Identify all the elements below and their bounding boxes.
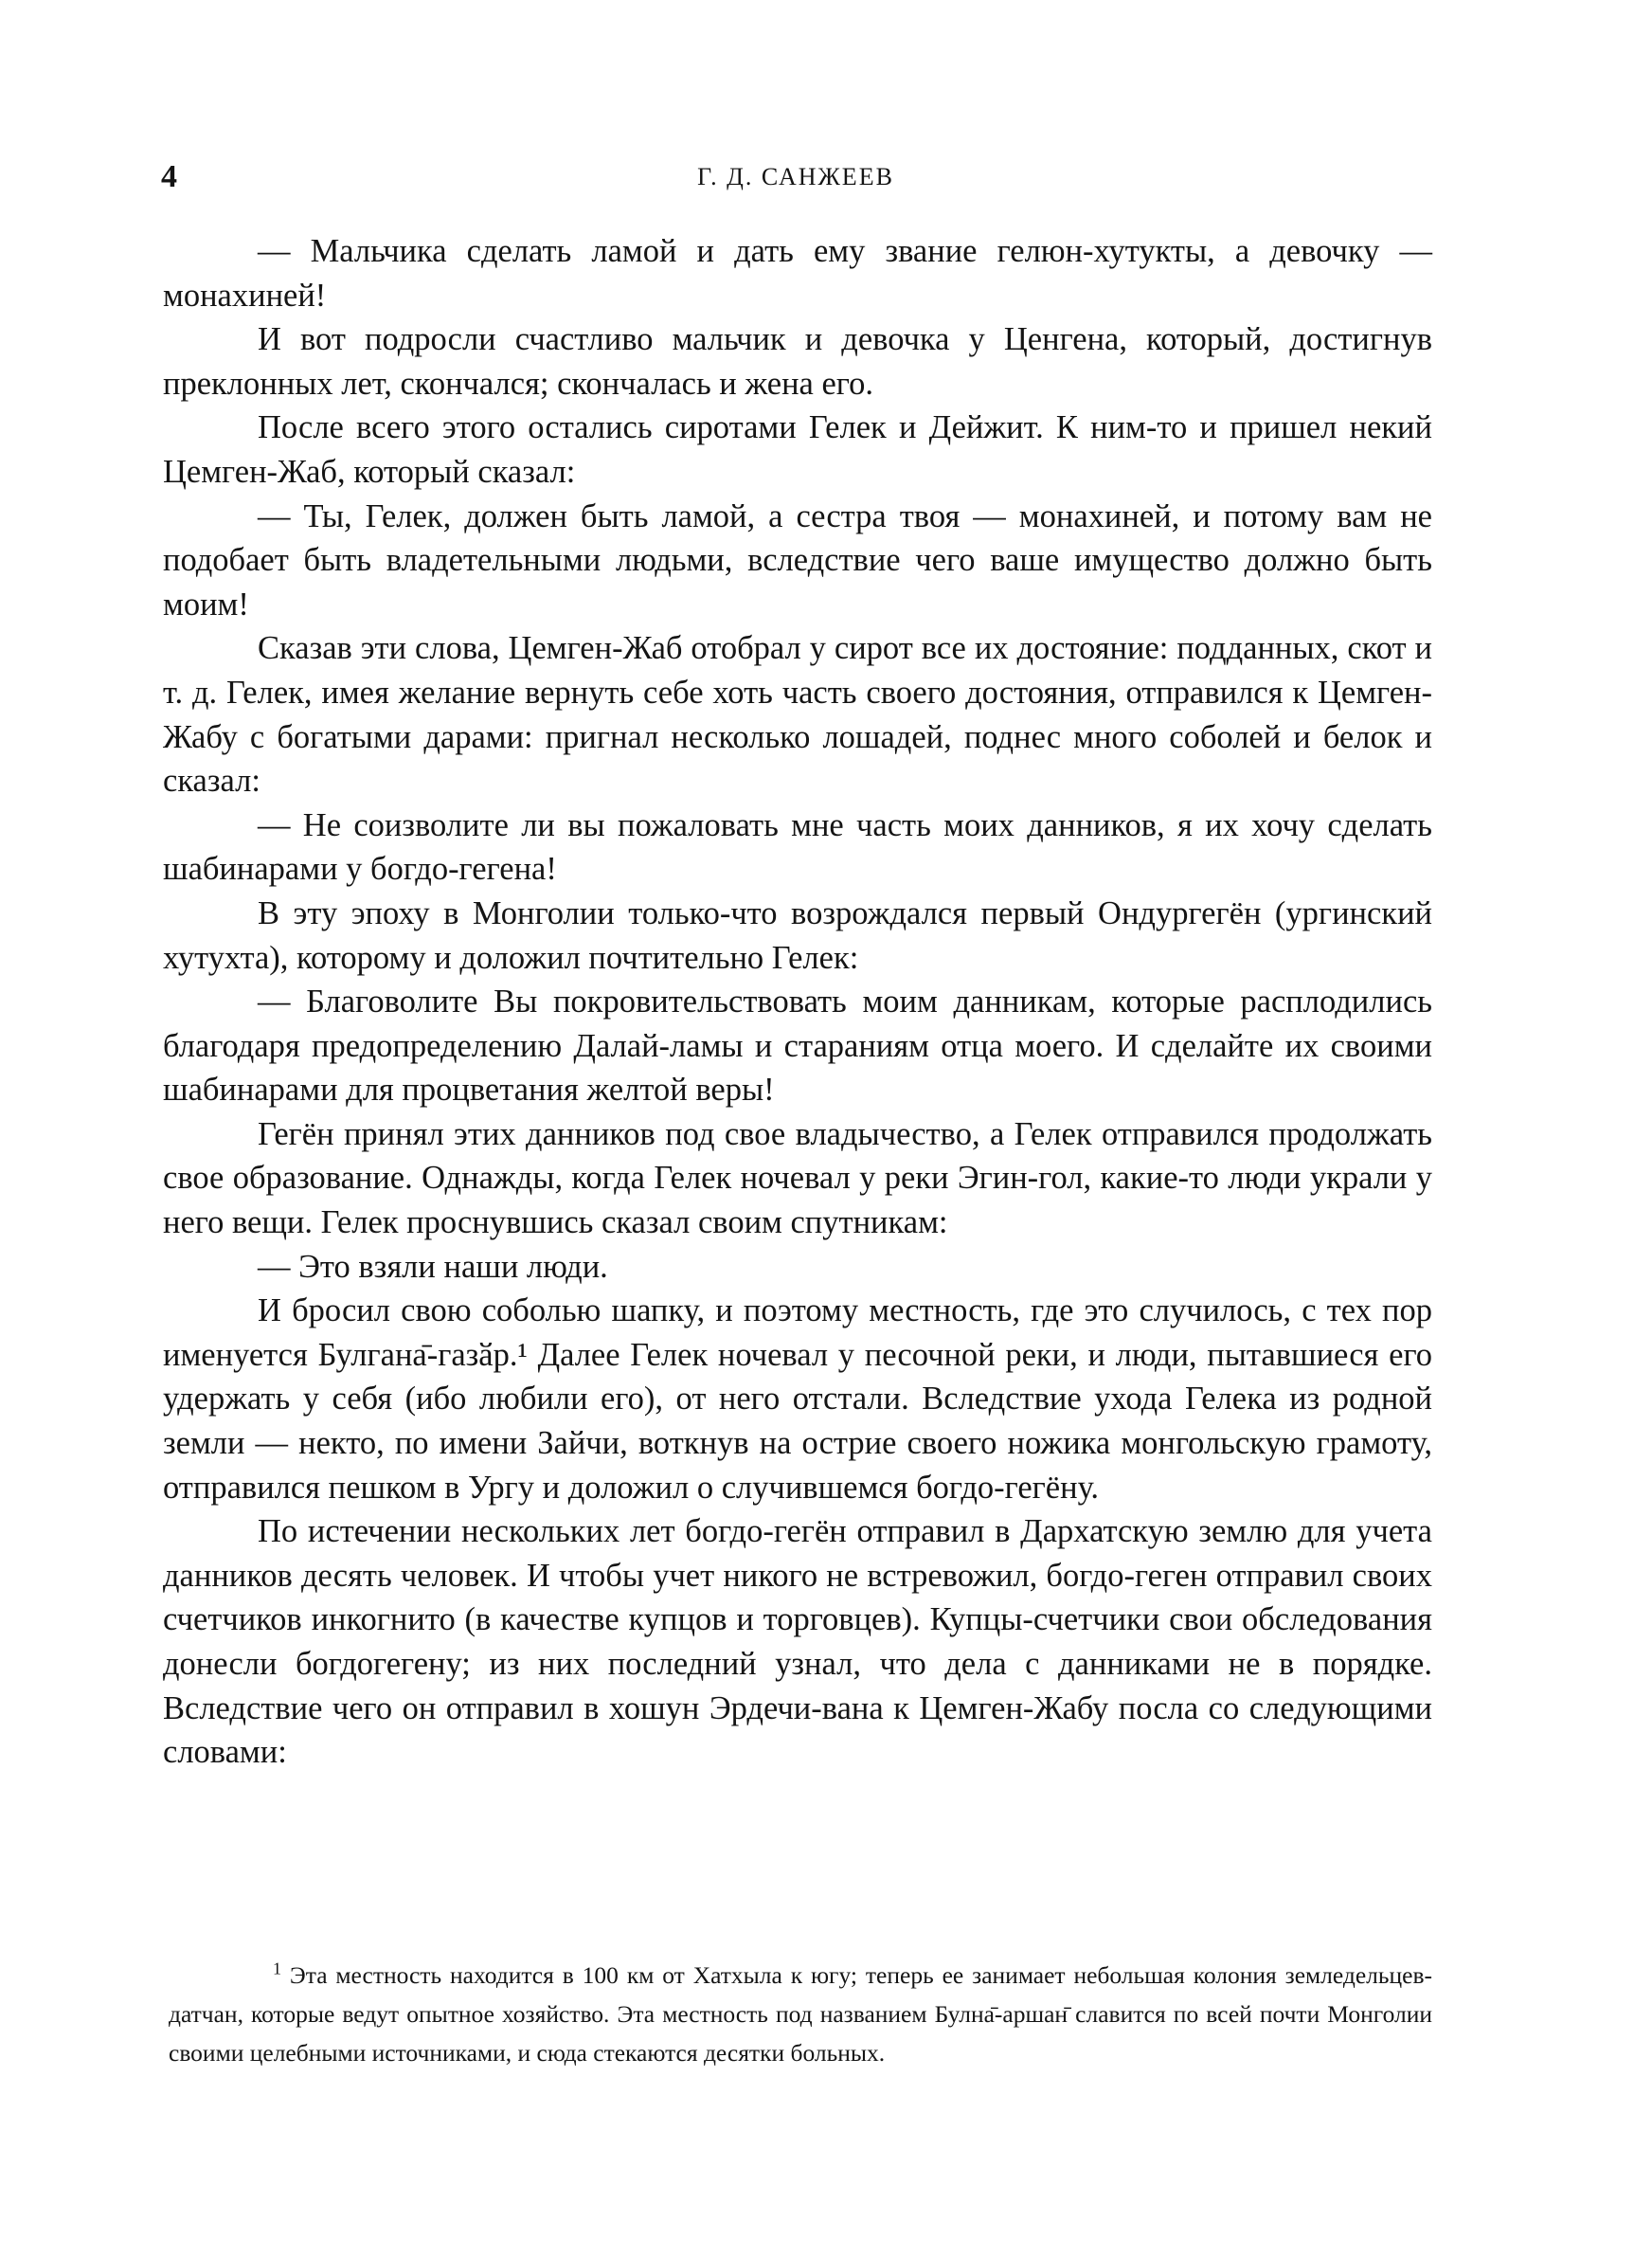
page-header <box>161 159 1430 197</box>
footnotes <box>169 1956 1432 2072</box>
paragraph: И вот подросли счастливо мальчик и девочка у Ценгена, который, достигнув преклонных лет, скончался; скончалась и жена его. <box>163 321 1432 402</box>
footnote <box>169 1956 1432 2072</box>
paragraph: По истечении нескольких лет богдо-гегён отправил в Дархатскую землю для учета данников десять человек. И чтобы учет никого не встревожил, богдо-геген отправил своих счетчиков инкогнито (в качестве купцов и торговцев). Купцы-счетчики свои обследования донесли богдогегену; из них последний узнал, что дела с данниками не в порядке. Вследствие чего он отправил в хошун Эрдечи-вана к Цемген-Жабу посла со следующими словами: <box>163 1513 1432 1771</box>
paragraph: После всего этого остались сиротами Гелек и Дейжит. К ним-то и пришел некий Цемген-Жаб, который сказал: <box>163 409 1432 490</box>
paragraph: Гегён принял этих данников под свое владычество, а Гелек отправился продолжать свое образование. Однажды, когда Гелек ночевал у реки Эгин-гол, какие-то люди украли у него вещи. Гелек проснувшись сказал своим спутникам: <box>163 1115 1432 1241</box>
body-text <box>163 229 1432 1775</box>
paragraph: — Благоволите Вы покровительствовать моим данникам, которые расплодились благодаря предопределению Далай-ламы и стараниям отца моего. И сделайте их своими шабинарами для процветания желтой веры! <box>163 984 1432 1109</box>
paragraph: — Мальчика сделать ламой и дать ему звание гелюн-хутукты, а девочку — монахиней! <box>163 233 1432 314</box>
paragraph: — Не соизволите ли вы пожаловать мне часть моих данников, я их хочу сделать шабинарами у богдо-гегена! <box>163 806 1432 888</box>
running-head: Г. Д. САНЖЕЕВ <box>697 163 894 190</box>
footnote-text: Эта местность находится в 100 км от Хатхыла к югу; теперь ее занимает небольшая колония земледельцев-датчан, которые ведут опытное хозяйство. Эта местность под названием Булна̄-аршан̄ славится по всей почти Монголии своими целебными источниками, и сюда стекаются десятки больных. <box>169 1961 1433 2067</box>
paragraph: И бросил свою соболью шапку, и поэтому местность, где это случилось, с тех пор именуется Булгана̄-газӑр.¹ Далее Гелек ночевал у песочной реки, и люди, пытавшиеся его удержать у себя (ибо любили его), от него отстали. Вследствие ухода Гелека из родной земли — некто, по имени Зайчи, воткнув на острие своего ножика монгольскую грамоту, отправился пешком в Ургу и доложил о случившемся богдо-гегёну. <box>163 1292 1432 1506</box>
paragraph: В эту эпоху в Монголии только-что возрождался первый Ондургегён (ургинский хутухта), которому и доложил почтительно Гелек: <box>163 894 1432 976</box>
paragraph: — Это взяли наши люди. <box>258 1248 608 1285</box>
paragraph: Сказав эти слова, Цемген-Жаб отобрал у сирот все их достояние: подданных, скот и т. д. Гелек, имея желание вернуть себе хоть часть своего достояния, отправился к Цемген-Жабу с богатыми дарами: пригнал несколько лошадей, поднес много соболей и белок и сказал: <box>163 630 1432 800</box>
page-number: 4 <box>161 159 177 194</box>
footnote-marker: 1 <box>273 1959 281 1978</box>
paragraph: — Ты, Гелек, должен быть ламой, а сестра твоя — монахиней, и потому вам не подобает быть владетельными людьми, вследствие чего ваше имущество должно быть моим! <box>163 497 1432 623</box>
